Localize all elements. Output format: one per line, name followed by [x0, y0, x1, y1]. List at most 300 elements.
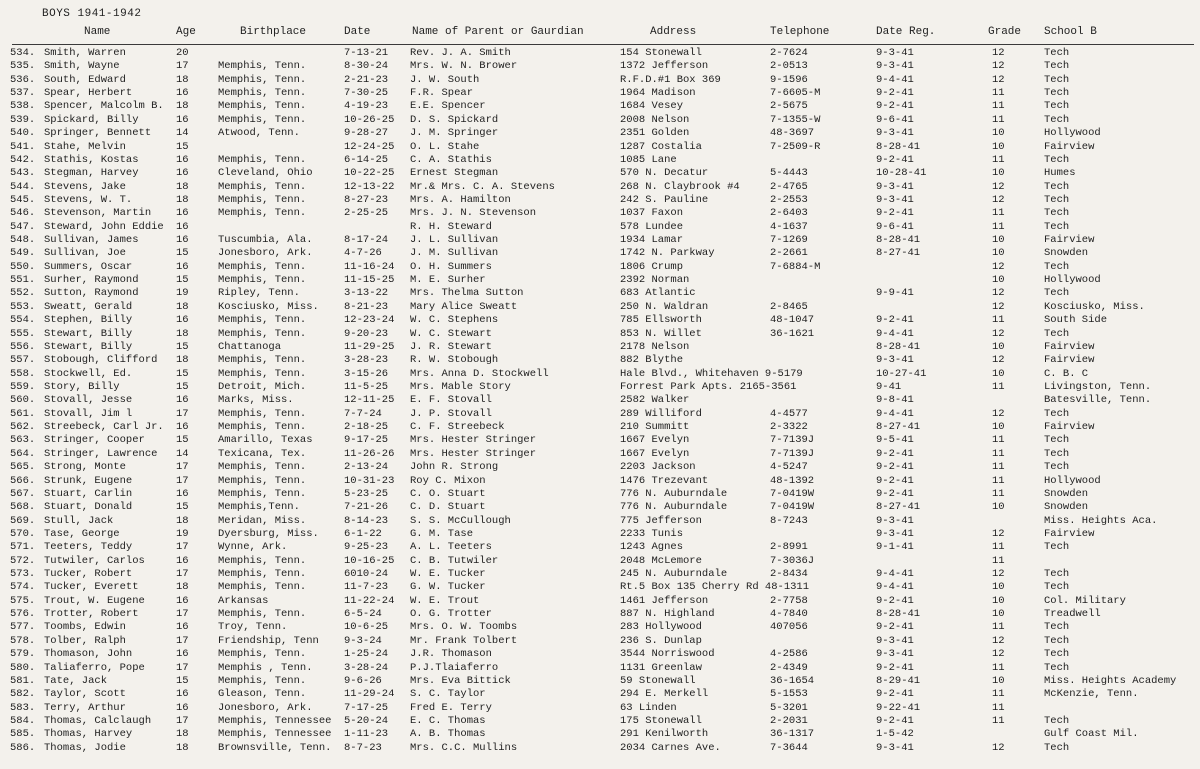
row-number: 575. [10, 594, 36, 607]
birth-date: 11-7-23 [344, 581, 389, 594]
table-row [0, 648, 1200, 661]
grade: 11 [992, 314, 1005, 327]
school: Fairview [1044, 527, 1095, 540]
address: 882 Blythe [620, 354, 684, 367]
parent-name: C. A. Stathis [410, 153, 492, 166]
parent-name: W. C. Stewart [410, 327, 492, 340]
birthplace: Memphis, Tenn. [218, 407, 307, 420]
student-name: Spencer, Malcolm B. [44, 100, 164, 113]
student-name: Strunk, Eugene [44, 474, 133, 487]
table-row [0, 421, 1200, 434]
telephone: 7-0419W [770, 487, 815, 500]
parent-name: E.E. Spencer [410, 100, 486, 113]
student-age: 16 [176, 554, 189, 567]
grade: 12 [992, 73, 1005, 86]
address: 63 Linden [620, 701, 677, 714]
birthplace: Gleason, Tenn. [218, 688, 307, 701]
row-number: 539. [10, 113, 36, 126]
grade: 11 [992, 714, 1005, 727]
telephone: 407056 [770, 621, 808, 634]
row-number: 568. [10, 501, 36, 514]
grade: 10 [992, 247, 1005, 260]
parent-name: Mrs. C.C. Mullins [410, 741, 518, 754]
parent-name: J. R. Stewart [410, 340, 492, 353]
birth-date: 7-21-26 [344, 501, 389, 514]
telephone: 4-5247 [770, 461, 808, 474]
row-number: 555. [10, 327, 36, 340]
student-name: Tucker, Everett [44, 581, 139, 594]
student-age: 15 [176, 340, 189, 353]
birth-date: 10-31-23 [344, 474, 395, 487]
table-row [0, 74, 1200, 87]
parent-name: C. O. Stuart [410, 487, 486, 500]
student-name: Thomas, Calclaugh [44, 714, 152, 727]
parent-name: A. B. Thomas [410, 728, 486, 741]
birthplace: Cleveland, Ohio [218, 167, 313, 180]
header-school: School B [1044, 26, 1097, 38]
telephone: 2-7758 [770, 594, 808, 607]
birth-date: 1-11-23 [344, 728, 389, 741]
table-row [0, 87, 1200, 100]
address: 776 N. Auburndale [620, 501, 728, 514]
grade: 11 [992, 461, 1005, 474]
date-registered: 9-2-41 [876, 87, 914, 100]
student-name: Sutton, Raymond [44, 287, 139, 300]
school: Hollywood [1044, 127, 1101, 140]
table-row [0, 60, 1200, 73]
row-number: 584. [10, 714, 36, 727]
parent-name: John R. Strong [410, 461, 499, 474]
school: C. B. C [1044, 367, 1089, 380]
student-name: Stewart, Billy [44, 340, 133, 353]
school: Tech [1044, 714, 1070, 727]
birthplace: Brownsville, Tenn. [218, 741, 332, 754]
birthplace: Memphis, Tenn. [218, 674, 307, 687]
birthplace: Memphis, Tenn. [218, 113, 307, 126]
date-registered: 9-4-41 [876, 407, 914, 420]
row-number: 548. [10, 234, 36, 247]
telephone: 4-1637 [770, 220, 808, 233]
parent-name: P.J.Tlaiaferro [410, 661, 499, 674]
birth-date: 8-30-24 [344, 60, 389, 73]
student-age: 18 [176, 193, 189, 206]
date-registered: 9-3-41 [876, 47, 914, 59]
school: Tech [1044, 447, 1070, 460]
birth-date: 5-20-24 [344, 714, 389, 727]
date-registered: 9-6-41 [876, 220, 914, 233]
school: Tech [1044, 100, 1070, 113]
student-name: Stobough, Clifford [44, 354, 158, 367]
student-age: 15 [176, 274, 189, 287]
birthplace: Memphis, Tenn. [218, 367, 307, 380]
student-age: 16 [176, 207, 189, 220]
grade: 12 [992, 47, 1005, 59]
student-age: 16 [176, 621, 189, 634]
table-row [0, 194, 1200, 207]
date-registered: 10-28-41 [876, 167, 927, 180]
student-name: Thomas, Jodie [44, 741, 126, 754]
date-registered: 9-3-41 [876, 60, 914, 73]
telephone: 2-2553 [770, 193, 808, 206]
parent-name: S. S. McCullough [410, 514, 511, 527]
date-registered: 9-2-41 [876, 487, 914, 500]
parent-name: Mrs. Eva Bittick [410, 674, 511, 687]
table-row [0, 608, 1200, 621]
date-registered: 9-3-41 [876, 127, 914, 140]
row-number: 540. [10, 127, 36, 140]
birthplace: Memphis,Tenn. [218, 501, 300, 514]
school: Snowden [1044, 247, 1089, 260]
student-age: 15 [176, 367, 189, 380]
student-name: Stewart, Billy [44, 327, 133, 340]
school: Tech [1044, 621, 1070, 634]
grade: 12 [992, 193, 1005, 206]
telephone: 7-3036J [770, 554, 815, 567]
table-row [0, 581, 1200, 594]
date-registered: 9-3-41 [876, 354, 914, 367]
school: Tech [1044, 581, 1070, 594]
student-age: 19 [176, 527, 189, 540]
date-registered: 9-4-41 [876, 568, 914, 581]
grade: 12 [992, 634, 1005, 647]
school: Batesville, Tenn. [1044, 394, 1152, 407]
student-age: 17 [176, 634, 189, 647]
student-name: Strong, Monte [44, 461, 126, 474]
table-row [0, 181, 1200, 194]
table-row [0, 595, 1200, 608]
birth-date: 6-14-25 [344, 153, 389, 166]
grade: 11 [992, 87, 1005, 100]
school: Tech [1044, 260, 1070, 273]
school: Miss. Heights Academy [1044, 674, 1177, 687]
date-registered: 8-29-41 [876, 674, 921, 687]
student-name: Stockwell, Ed. [44, 367, 133, 380]
student-age: 18 [176, 100, 189, 113]
header-telephone: Telephone [770, 26, 830, 38]
birth-date: 2-21-23 [344, 73, 389, 86]
date-registered: 9-2-41 [876, 100, 914, 113]
telephone: 2-8465 [770, 300, 808, 313]
row-number: 551. [10, 274, 36, 287]
date-registered: 9-3-41 [876, 514, 914, 527]
birth-date: 11-29-24 [344, 688, 395, 701]
student-age: 17 [176, 608, 189, 621]
address: Hale Blvd., Whitehaven 9-5179 [620, 367, 803, 380]
school: Tech [1044, 541, 1070, 554]
parent-name: Mrs. Hester Stringer [410, 447, 537, 460]
address: 1667 Evelyn [620, 447, 690, 460]
telephone: 7-6884-M [770, 260, 821, 273]
address: 59 Stonewall [620, 674, 696, 687]
student-age: 15 [176, 380, 189, 393]
student-age: 16 [176, 421, 189, 434]
school: Fairview [1044, 340, 1095, 353]
birth-date: 6-1-22 [344, 527, 382, 540]
student-name: Story, Billy [44, 380, 120, 393]
parent-name: C. B. Tutwiler [410, 554, 499, 567]
table-row [0, 341, 1200, 354]
parent-name: J.R. Thomason [410, 648, 492, 661]
address: 289 Williford [620, 407, 702, 420]
row-number: 565. [10, 461, 36, 474]
student-age: 17 [176, 474, 189, 487]
address: 1806 Crump [620, 260, 684, 273]
address: Forrest Park Apts. 2165-3561 [620, 380, 797, 393]
student-name: Surher, Raymond [44, 274, 139, 287]
parent-name: Mrs. J. N. Stevenson [410, 207, 537, 220]
header-name: Name [84, 26, 111, 38]
address: 250 N. Waldran [620, 300, 709, 313]
telephone: 7-0419W [770, 501, 815, 514]
row-number: 546. [10, 207, 36, 220]
birthplace: Memphis, Tenn. [218, 87, 307, 100]
telephone: 7-6605-M [770, 87, 821, 100]
date-registered: 8-28-41 [876, 140, 921, 153]
student-age: 16 [176, 648, 189, 661]
birth-date: 6010-24 [344, 568, 389, 581]
date-registered: 8-28-41 [876, 608, 921, 621]
table-row [0, 742, 1200, 755]
table-row [0, 408, 1200, 421]
table-row [0, 501, 1200, 514]
parent-name: M. E. Surher [410, 274, 486, 287]
birth-date: 3-15-26 [344, 367, 389, 380]
school: Hollywood [1044, 274, 1101, 287]
student-age: 16 [176, 314, 189, 327]
table-row [0, 154, 1200, 167]
student-name: Teeters, Teddy [44, 541, 133, 554]
row-number: 542. [10, 153, 36, 166]
school: South Side [1044, 314, 1108, 327]
birthplace: Texicana, Tex. [218, 447, 307, 460]
parent-name: O. G. Trotter [410, 608, 492, 621]
table-row [0, 368, 1200, 381]
address: 683 Atlantic [620, 287, 696, 300]
date-registered: 9-3-41 [876, 527, 914, 540]
student-name: Smith, Wayne [44, 60, 120, 73]
grade: 11 [992, 474, 1005, 487]
grade: 11 [992, 220, 1005, 233]
grade: 11 [992, 688, 1005, 701]
school: Gulf Coast Mil. [1044, 728, 1139, 741]
school: Tech [1044, 634, 1070, 647]
student-name: Stahe, Melvin [44, 140, 126, 153]
telephone: 2-2661 [770, 247, 808, 260]
grade: 12 [992, 180, 1005, 193]
birthplace: Atwood, Tenn. [218, 127, 300, 140]
student-name: Sullivan, James [44, 234, 139, 247]
student-age: 16 [176, 153, 189, 166]
birth-date: 6-5-24 [344, 608, 382, 621]
grade: 10 [992, 421, 1005, 434]
birth-date: 10-16-25 [344, 554, 395, 567]
student-name: Tutwiler, Carlos [44, 554, 145, 567]
table-row [0, 234, 1200, 247]
student-age: 17 [176, 461, 189, 474]
school: Col. Military [1044, 594, 1126, 607]
birthplace: Memphis, Tenn. [218, 648, 307, 661]
student-name: Tase, George [44, 527, 120, 540]
student-name: Tolber, Ralph [44, 634, 126, 647]
birthplace: Memphis, Tenn. [218, 100, 307, 113]
telephone: 2-8991 [770, 541, 808, 554]
row-number: 581. [10, 674, 36, 687]
row-number: 577. [10, 621, 36, 634]
birth-date: 8-27-23 [344, 193, 389, 206]
student-age: 16 [176, 487, 189, 500]
birth-date: 7-30-25 [344, 87, 389, 100]
address: 2034 Carnes Ave. [620, 741, 721, 754]
birthplace: Jonesboro, Ark. [218, 701, 313, 714]
birthplace: Memphis, Tenn. [218, 581, 307, 594]
birth-date: 10-26-25 [344, 113, 395, 126]
row-number: 560. [10, 394, 36, 407]
telephone: 4-4577 [770, 407, 808, 420]
school: Humes [1044, 167, 1076, 180]
student-age: 18 [176, 180, 189, 193]
header-grade: Grade [988, 26, 1022, 38]
address: 1287 Costalia [620, 140, 702, 153]
student-name: Taylor, Scott [44, 688, 126, 701]
birthplace: Meridan, Miss. [218, 514, 307, 527]
birthplace: Memphis, Tenn. [218, 60, 307, 73]
register-table-body [0, 47, 1200, 755]
address: 175 Stonewall [620, 714, 702, 727]
birth-date: 4-19-23 [344, 100, 389, 113]
birth-date: 11-22-24 [344, 594, 395, 607]
school: Tech [1044, 220, 1070, 233]
grade: 12 [992, 300, 1005, 313]
row-number: 583. [10, 701, 36, 714]
grade: 10 [992, 274, 1005, 287]
birth-date: 8-14-23 [344, 514, 389, 527]
student-age: 16 [176, 167, 189, 180]
school: Treadwell [1044, 608, 1101, 621]
parent-name: J. P. Stovall [410, 407, 492, 420]
grade: 11 [992, 380, 1005, 393]
table-row [0, 541, 1200, 554]
birthplace: Memphis, Tenn. [218, 421, 307, 434]
birth-date: 8-17-24 [344, 234, 389, 247]
date-registered: 9-2-41 [876, 461, 914, 474]
birthplace: Marks, Miss. [218, 394, 294, 407]
address: 1085 Lane [620, 153, 677, 166]
birth-date: 2-13-24 [344, 461, 389, 474]
row-number: 541. [10, 140, 36, 153]
address: 2582 Walker [620, 394, 690, 407]
student-age: 15 [176, 140, 189, 153]
student-age: 18 [176, 514, 189, 527]
date-registered: 9-3-41 [876, 741, 914, 754]
date-registered: 9-4-41 [876, 327, 914, 340]
telephone: 7-1269 [770, 234, 808, 247]
telephone: 48-3697 [770, 127, 815, 140]
school: Snowden [1044, 487, 1089, 500]
grade: 11 [992, 207, 1005, 220]
student-age: 16 [176, 594, 189, 607]
student-name: Sweatt, Gerald [44, 300, 133, 313]
table-row [0, 354, 1200, 367]
birth-date: 11-16-24 [344, 260, 395, 273]
table-row [0, 448, 1200, 461]
date-registered: 8-27-41 [876, 247, 921, 260]
grade: 12 [992, 260, 1005, 273]
birthplace: Memphis, Tenn. [218, 327, 307, 340]
student-name: Stringer, Cooper [44, 434, 145, 447]
parent-name: Mr. Frank Tolbert [410, 634, 518, 647]
date-registered: 8-28-41 [876, 340, 921, 353]
grade: 10 [992, 581, 1005, 594]
student-name: Smith, Warren [44, 47, 126, 59]
table-row [0, 568, 1200, 581]
student-age: 18 [176, 728, 189, 741]
birthplace: Memphis , Tenn. [218, 661, 313, 674]
parent-name: Rev. J. A. Smith [410, 47, 511, 59]
table-row [0, 394, 1200, 407]
row-number: 576. [10, 608, 36, 621]
school: Tech [1044, 113, 1070, 126]
grade: 11 [992, 701, 1005, 714]
birth-date: 3-28-24 [344, 661, 389, 674]
address: 578 Lundee [620, 220, 684, 233]
school: Tech [1044, 287, 1070, 300]
school: Snowden [1044, 501, 1089, 514]
row-number: 545. [10, 193, 36, 206]
date-registered: 9-2-41 [876, 314, 914, 327]
student-name: Trout, W. Eugene [44, 594, 145, 607]
student-age: 17 [176, 407, 189, 420]
birthplace: Troy, Tenn. [218, 621, 288, 634]
birth-date: 11-26-26 [344, 447, 395, 460]
grade: 10 [992, 167, 1005, 180]
row-number: 549. [10, 247, 36, 260]
parent-name: J. W. South [410, 73, 480, 86]
row-number: 553. [10, 300, 36, 313]
birthplace: Jonesboro, Ark. [218, 247, 313, 260]
birthplace: Memphis, Tenn. [218, 554, 307, 567]
row-number: 543. [10, 167, 36, 180]
row-number: 538. [10, 100, 36, 113]
parent-name: Mrs. Hester Stringer [410, 434, 537, 447]
table-row [0, 167, 1200, 180]
parent-name: E. C. Thomas [410, 714, 486, 727]
date-registered: 9-5-41 [876, 434, 914, 447]
telephone: 7-2509-R [770, 140, 821, 153]
table-row [0, 555, 1200, 568]
date-registered: 10-27-41 [876, 367, 927, 380]
row-number: 582. [10, 688, 36, 701]
address: 1934 Lamar [620, 234, 684, 247]
parent-name: W. C. Stephens [410, 314, 499, 327]
row-number: 570. [10, 527, 36, 540]
parent-name: E. F. Stovall [410, 394, 492, 407]
grade: 11 [992, 447, 1005, 460]
grade: 11 [992, 554, 1005, 567]
birth-date: 11-15-25 [344, 274, 395, 287]
date-registered: 8-28-41 [876, 234, 921, 247]
table-row [0, 114, 1200, 127]
parent-name: Mary Alice Sweatt [410, 300, 518, 313]
table-row [0, 488, 1200, 501]
parent-name: G. W. Tucker [410, 581, 486, 594]
address: 294 E. Merkell [620, 688, 709, 701]
birth-date: 4-7-26 [344, 247, 382, 260]
telephone: 2-2031 [770, 714, 808, 727]
table-row [0, 475, 1200, 488]
date-registered: 9-3-41 [876, 648, 914, 661]
student-name: Stevens, W. T. [44, 193, 133, 206]
birthplace: Arkansas [218, 594, 269, 607]
